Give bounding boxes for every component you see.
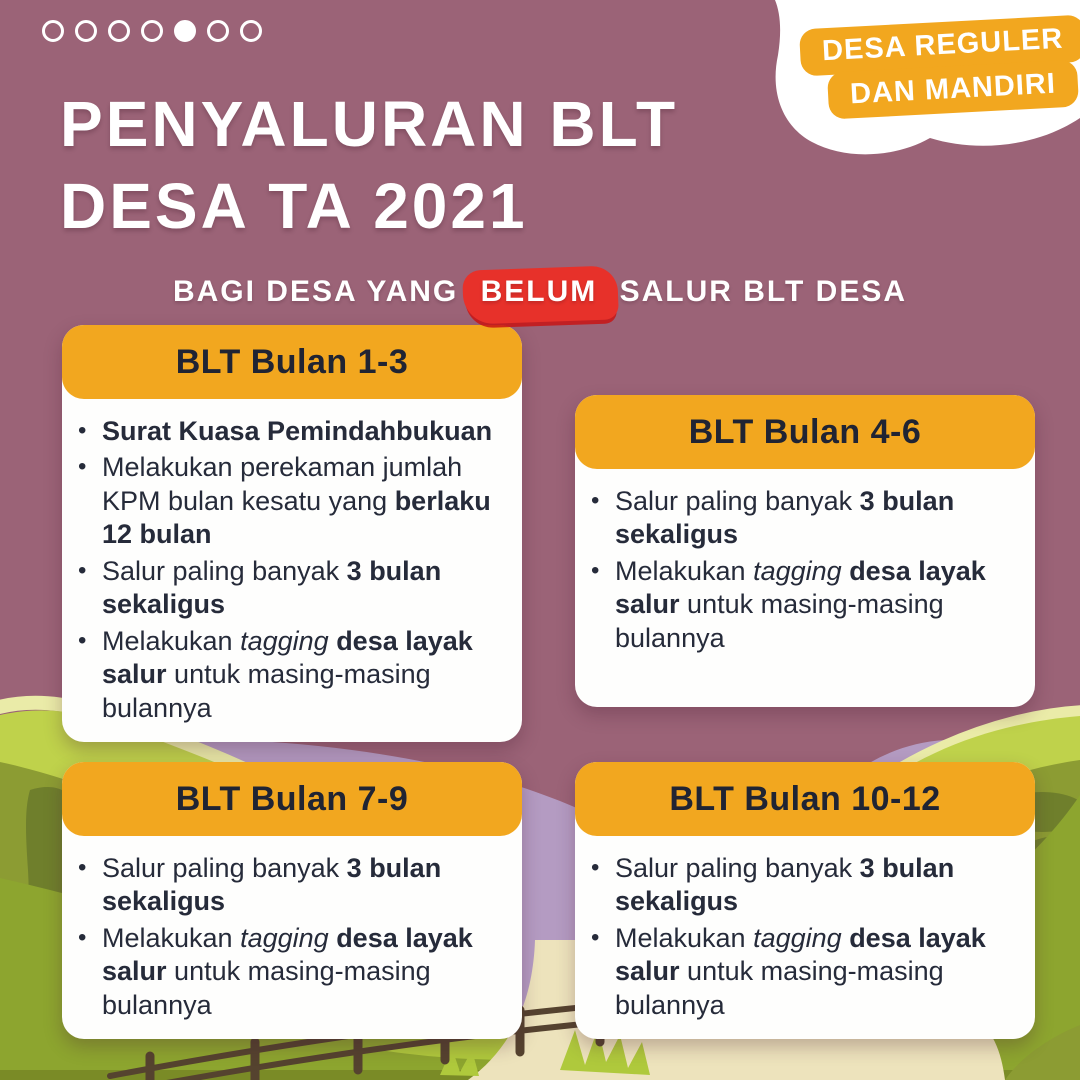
pagination-dot [207,20,229,42]
bullet-marker: • [591,923,600,951]
bullet-marker: • [591,487,600,514]
card-blt-bulan-4-6 [575,395,1035,707]
card-blt-bulan-10-12 [575,762,1035,1039]
bullet-text: Salur paling banyak 3 bulan sekaligus [615,853,955,917]
bullet-marker: • [78,626,87,654]
card-header-label: BLT Bulan 1-3 [175,342,409,381]
card-header [62,325,522,399]
card-header [62,762,522,836]
pagination-dot [108,20,130,42]
card-header-label: BLT Bulan 10-12 [669,779,941,818]
bullet-marker: • [78,453,87,481]
bullet-marker: • [78,923,87,951]
poster-title-line-2: DESA TA 2021 [60,169,528,242]
bullet-text: Melakukan tagging desa layak salur untuk masing-masing bulannya [102,625,473,723]
badge-line-2: DAN MANDIRI [827,59,1079,119]
card-header [575,395,1035,469]
bullet-item [78,922,504,1022]
badge-line-1: DESA REGULER [799,15,1080,77]
bullet-text: Melakukan perekaman jumlah KPM bulan kesatu yang berlaku 12 bulan [102,452,491,550]
bullet-item [591,922,1017,1022]
bullet-text: Salur paling banyak 3 bulan sekaligus [102,555,442,620]
pagination-dot [141,20,163,42]
bullet-text: Melakukan tagging desa layak salur untuk masing-masing bulannya [102,922,473,1020]
bullet-text: Melakukan tagging desa layak salur untuk masing-masing bulannya [615,922,986,1020]
bullet-item [591,485,1017,552]
card-blt-bulan-1-3 [62,325,522,742]
subtitle-suffix: SALUR BLT DESA [609,275,908,308]
pagination-dot [42,20,64,42]
card-blt-bulan-7-9 [62,762,522,1039]
pagination-dots [42,20,262,42]
bullet-item [78,415,504,448]
bullet-item [591,555,1017,655]
card-header-label: BLT Bulan 7-9 [175,779,409,818]
bullet-text: Melakukan tagging desa layak salur untuk masing-masing bulannya [615,555,986,653]
poster-title-line-1: PENYALURAN BLT [60,88,679,160]
bullet-item [591,852,1017,919]
poster-title [60,84,678,248]
bullet-marker: • [78,417,87,444]
card-header-label: BLT Bulan 4-6 [688,412,922,451]
bullet-marker: • [591,854,600,881]
bullet-item [78,555,504,622]
pagination-dot [240,20,262,42]
bullet-text: Salur paling banyak 3 bulan sekaligus [615,486,955,550]
bullet-marker: • [591,556,600,584]
bullet-item [78,451,504,551]
card-header [575,762,1035,836]
pagination-dot [75,20,97,42]
bullet-marker: • [78,556,87,584]
bullet-text: Surat Kuasa Pemindahbukuan [102,416,493,446]
poster-subtitle [0,272,1080,312]
bullet-text: Salur paling banyak 3 bulan sekaligus [102,853,442,917]
subtitle-prefix: BAGI DESA YANG [172,275,469,308]
highlight-belum: BELUM [469,272,610,312]
bullet-marker: • [78,854,87,881]
bullet-item [78,852,504,919]
bullet-item [78,625,504,725]
pagination-dot-active [174,20,196,42]
